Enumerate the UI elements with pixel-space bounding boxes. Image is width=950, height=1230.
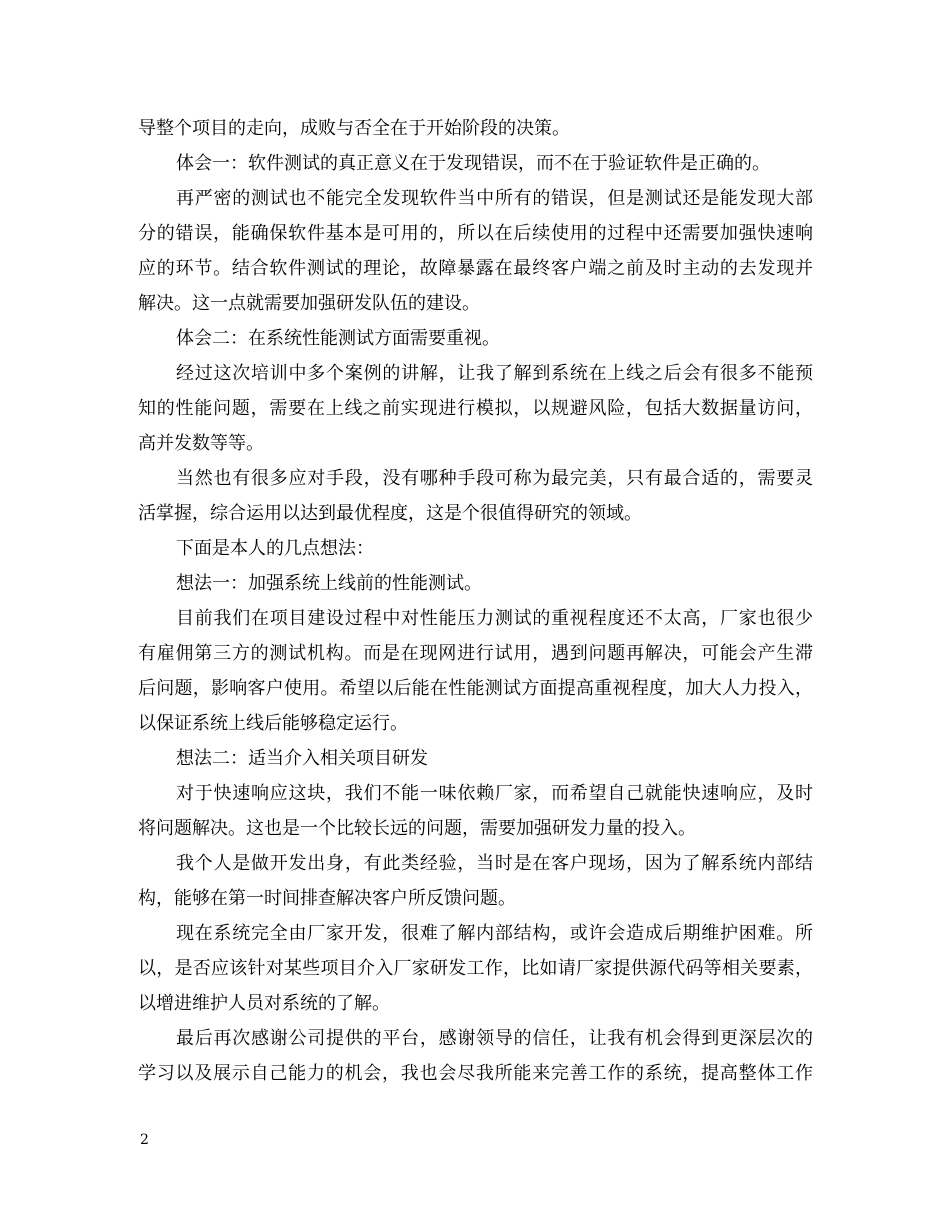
text-line: 学习以及展示自己能力的机会，我也会尽我所能来完善工作的系统，提高整体工作	[138, 1063, 813, 1084]
text-line: 再严密的测试也不能完全发现软件当中所有的错误，但是测试还是能发现大部	[176, 188, 813, 209]
text-line: 我个人是做开发出身，有此类经验，当时是在客户现场，因为了解系统内部结	[176, 853, 813, 874]
text-line: 应的环节。结合软件测试的理论，故障暴露在最终客户端之前及时主动的去发现并	[138, 258, 813, 279]
text-line: 导整个项目的走向，成败与否全在于开始阶段的决策。	[138, 118, 570, 139]
text-line: 经过这次培训中多个案例的讲解，让我了解到系统在上线之后会有很多不能预	[176, 363, 813, 384]
text-line: 构，能够在第一时间排查解决客户所反馈问题。	[138, 888, 516, 909]
text-line: 对于快速响应这块，我们不能一味依赖厂家，而希望自己就能快速响应，及时	[176, 783, 813, 804]
text-line: 高并发数等等。	[138, 433, 264, 454]
text-line: 将问题解决。这也是一个比较长远的问题，需要加强研发力量的投入。	[138, 818, 696, 839]
text-line: 想法二：适当介入相关项目研发	[176, 748, 428, 769]
text-line: 以，是否应该针对某些项目介入厂家研发工作，比如请厂家提供源代码等相关要素，	[138, 958, 813, 979]
text-line: 分的错误，能确保软件基本是可用的，所以在后续使用的过程中还需要加强快速响	[138, 223, 813, 244]
page-number: 2	[140, 1132, 149, 1148]
text-line: 最后再次感谢公司提供的平台，感谢领导的信任，让我有机会得到更深层次的	[176, 1028, 813, 1049]
text-line: 下面是本人的几点想法：	[176, 538, 374, 559]
text-line: 活掌握，综合运用以达到最优程度，这是个很值得研究的领域。	[138, 503, 642, 524]
text-line: 知的性能问题，需要在上线之前实现进行模拟，以规避风险，包括大数据量访问，	[138, 398, 813, 419]
text-line: 想法一：加强系统上线前的性能测试。	[176, 573, 482, 594]
text-line: 现在系统完全由厂家开发，很难了解内部结构，或许会造成后期维护困难。所	[176, 923, 813, 944]
text-line: 有雇佣第三方的测试机构。而是在现网进行试用，遇到问题再解决，可能会产生滞	[138, 643, 813, 664]
text-line: 以增进维护人员对系统的了解。	[138, 993, 390, 1014]
text-line: 体会一：软件测试的真正意义在于发现错误，而不在于验证软件是正确的。	[176, 153, 770, 174]
text-line: 当然也有很多应对手段，没有哪种手段可称为最完美，只有最合适的，需要灵	[176, 468, 813, 489]
text-line: 解决。这一点就需要加强研发队伍的建设。	[138, 293, 480, 314]
text-line: 目前我们在项目建设过程中对性能压力测试的重视程度还不太高，厂家也很少	[176, 608, 813, 629]
text-line: 以保证系统上线后能够稳定运行。	[138, 713, 408, 734]
text-line: 后问题，影响客户使用。希望以后能在性能测试方面提高重视程度，加大人力投入，	[138, 678, 813, 699]
text-line: 体会二：在系统性能测试方面需要重视。	[176, 328, 500, 349]
